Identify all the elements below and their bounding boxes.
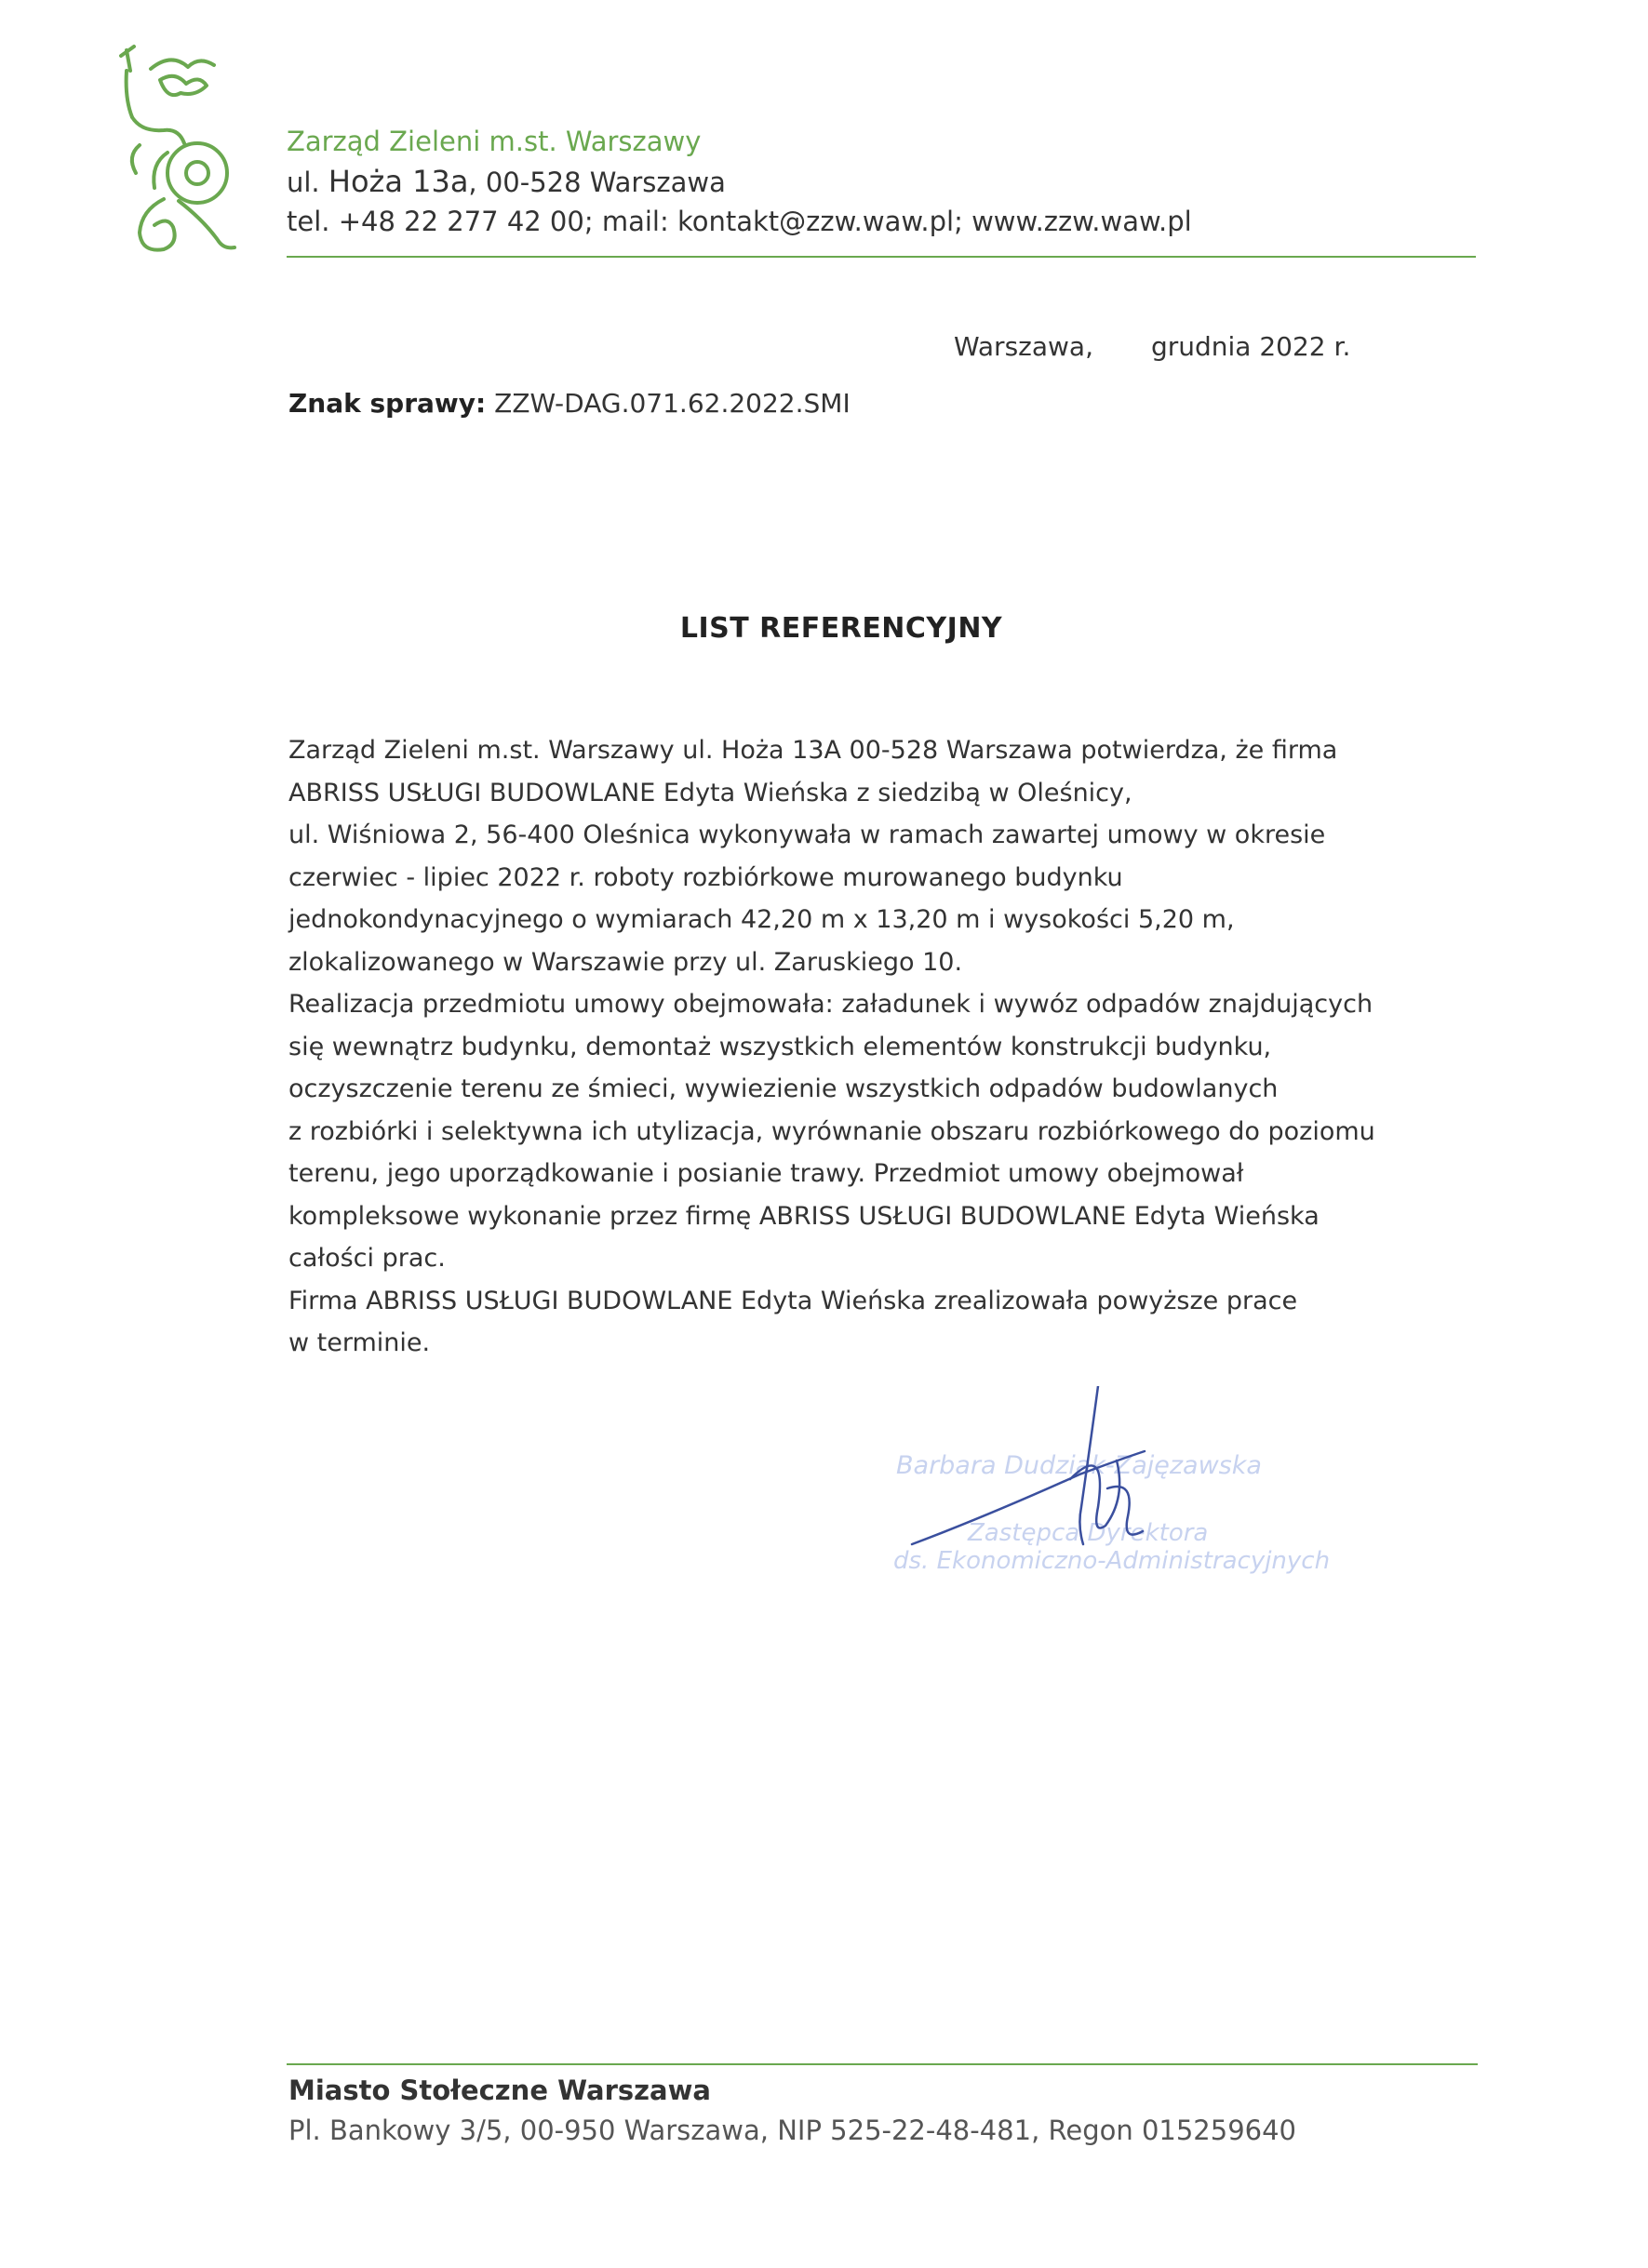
body-line: się wewnątrz budynku, demontaż wszystkich elementów konstrukcji budynku, — [288, 1032, 1272, 1061]
body-line: ul. Wiśniowa 2, 56-400 Oleśnica wykonywała w ramach zawartej umowy w okresie — [288, 820, 1326, 849]
letter-title: LIST REFERENCYJNY — [679, 612, 1003, 645]
body-line: czerwiec - lipiec 2022 r. roboty rozbiórkowe murowanego budynku — [288, 862, 1123, 892]
warsaw-mermaid-logo — [114, 43, 244, 259]
org-contact: tel. +48 22 277 42 00; mail: kontakt@zzw.waw.pl; www.zzw.waw.pl — [287, 206, 1192, 237]
body-line: w terminie. — [288, 1328, 431, 1357]
body-line: oczyszczenie terenu ze śmieci, wywiezienie wszystkich odpadów budowlanych — [288, 1074, 1279, 1103]
header-divider — [287, 256, 1476, 258]
address-street: Hoża 13a — [328, 164, 469, 199]
footer-divider — [287, 2063, 1478, 2065]
body-line: terenu, jego uporządkowanie i posianie trawy. Przedmiot umowy obejmował — [288, 1159, 1244, 1188]
footer-address: Pl. Bankowy 3/5, 00-950 Warszawa, NIP 525-22-48-481, Regon 015259640 — [288, 2115, 1296, 2146]
date-city: Warszawa, — [954, 331, 1093, 362]
org-address — [287, 163, 726, 201]
stamp-department: ds. Ekonomiczno-Administracyjnych — [893, 1547, 1331, 1575]
footer-title: Miasto Stołeczne Warszawa — [288, 2075, 711, 2106]
date-text: grudnia 2022 r. — [1150, 331, 1351, 362]
stamp-name: Barbara Dudziak-Zajęzawska — [896, 1451, 1262, 1480]
reference-label: Znak sprawy: — [288, 388, 487, 419]
stamp-role: Zastępca Dyrektora — [968, 1519, 1209, 1547]
body-line: Firma ABRISS USŁUGI BUDOWLANE Edyta Wieńska zrealizowała powyższe prace — [288, 1286, 1298, 1315]
body-line: całości prac. — [288, 1244, 446, 1273]
reference-value: ZZW-DAG.071.62.2022.SMI — [494, 388, 851, 419]
handwritten-signature — [884, 1386, 1275, 1591]
reference-line — [288, 388, 851, 419]
address-prefix: ul. — [287, 167, 320, 198]
body-line: kompleksowe wykonanie przez firmę ABRISS USŁUGI BUDOWLANE Edyta Wieńska — [288, 1201, 1320, 1231]
body-line: Realizacja przedmiotu umowy obejmowała: załadunek i wywóz odpadów znajdujących — [288, 990, 1373, 1019]
address-rest: , 00-528 Warszawa — [468, 167, 726, 198]
body-line: Zarząd Zieleni m.st. Warszawy ul. Hoża 13A 00-528 Warszawa potwierdza, że firma — [288, 736, 1338, 765]
date-line — [954, 331, 1350, 362]
body-line: zlokalizowanego w Warszawie przy ul. Zaruskiego 10. — [288, 947, 963, 977]
body-line: ABRISS USŁUGI BUDOWLANE Edyta Wieńska z siedzibą w Oleśnicy, — [288, 778, 1132, 807]
body-line: z rozbiórki i selektywna ich utylizacja, wyrównanie obszaru rozbiórkowego do poziomu — [288, 1116, 1375, 1146]
body-line: jednokondynacyjnego o wymiarach 42,20 m x 13,20 m i wysokości 5,20 m, — [288, 905, 1235, 934]
org-name: Zarząd Zieleni m.st. Warszawy — [287, 126, 702, 157]
letter-body — [288, 729, 1489, 1365]
